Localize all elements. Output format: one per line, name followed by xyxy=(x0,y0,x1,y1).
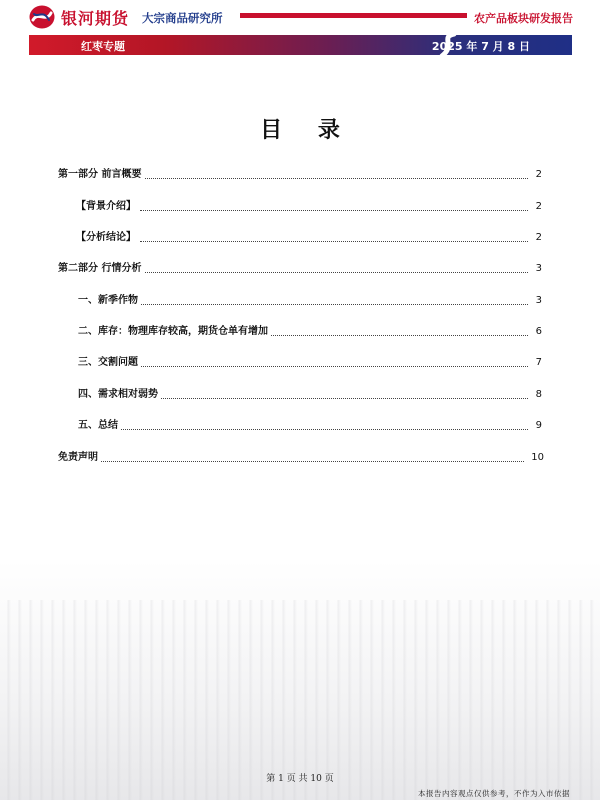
toc-leader xyxy=(260,335,528,336)
toc-page-number: 2 xyxy=(535,169,542,180)
toc-page-number: 7 xyxy=(535,357,542,368)
report-topic: 红枣专题 xyxy=(81,40,125,53)
toc-page-number: 2 xyxy=(535,232,542,243)
toc-entry-disclaimer[interactable] xyxy=(0,450,600,466)
toc-leader xyxy=(130,366,528,367)
header-rule xyxy=(240,13,467,18)
toc-entry-summary[interactable] xyxy=(0,418,600,434)
toc-entry-label: 一、新季作物 xyxy=(78,293,141,309)
galaxy-logo-icon xyxy=(29,5,55,29)
page-number: 第 1 页 共 10 页 xyxy=(266,774,334,784)
institute-name: 大宗商品研究所 xyxy=(142,11,223,25)
toc-leader xyxy=(100,461,524,462)
toc-page-number: 3 xyxy=(535,263,542,274)
footer-texture xyxy=(0,600,600,800)
toc-entry-label: 免责声明 xyxy=(58,450,101,466)
toc-leader xyxy=(100,178,528,179)
toc-entry-label: 第一部分 前言概要 xyxy=(58,167,144,183)
toc-page-number: 6 xyxy=(535,326,542,337)
toc-entry-new-crop[interactable] xyxy=(0,293,600,309)
toc-page-number: 2 xyxy=(535,201,542,212)
toc-entry-part2[interactable] xyxy=(0,261,600,277)
brand-name: 银河期货 xyxy=(61,9,130,28)
toc-leader xyxy=(110,272,528,273)
toc-entry-label: 四、需求相对弱势 xyxy=(78,387,161,403)
toc-entry-inventory[interactable] xyxy=(0,324,600,340)
toc-entry-label: 五、总结 xyxy=(78,418,121,434)
toc-entry-label: 二、库存：物理库存较高，期货仓单有增加 xyxy=(78,324,271,340)
toc-leader xyxy=(150,398,528,399)
toc-leader xyxy=(140,210,528,211)
toc-title: 目 录 xyxy=(260,118,354,143)
toc-leader xyxy=(140,241,528,242)
toc-entry-conclusion[interactable] xyxy=(0,230,600,246)
toc-entry-label: 第二部分 行情分析 xyxy=(58,261,144,277)
toc-page-number: 10 xyxy=(531,452,544,463)
page-header xyxy=(0,0,600,60)
toc-entry-label: 【背景介绍】 xyxy=(76,199,139,215)
toc-leader xyxy=(130,304,528,305)
toc-entry-demand[interactable] xyxy=(0,387,600,403)
footer-disclaimer: 本报告内容观点仅供参考，不作为入市依据 xyxy=(418,789,570,798)
toc-leader xyxy=(120,429,528,430)
toc-entry-background[interactable] xyxy=(0,199,600,215)
report-date: 2025 年 7 月 8 日 xyxy=(431,40,530,53)
header-band xyxy=(29,35,572,55)
toc-page-number: 8 xyxy=(535,389,542,400)
toc-entry-label: 三、交割问题 xyxy=(78,355,141,371)
report-type: 农产品板块研发报告 xyxy=(474,12,573,25)
toc-page-number: 3 xyxy=(535,295,542,306)
toc-entry-delivery[interactable] xyxy=(0,355,600,371)
toc-entry-part1[interactable] xyxy=(0,167,600,183)
toc-entry-label: 【分析结论】 xyxy=(76,230,139,246)
toc-page-number: 9 xyxy=(535,420,542,431)
